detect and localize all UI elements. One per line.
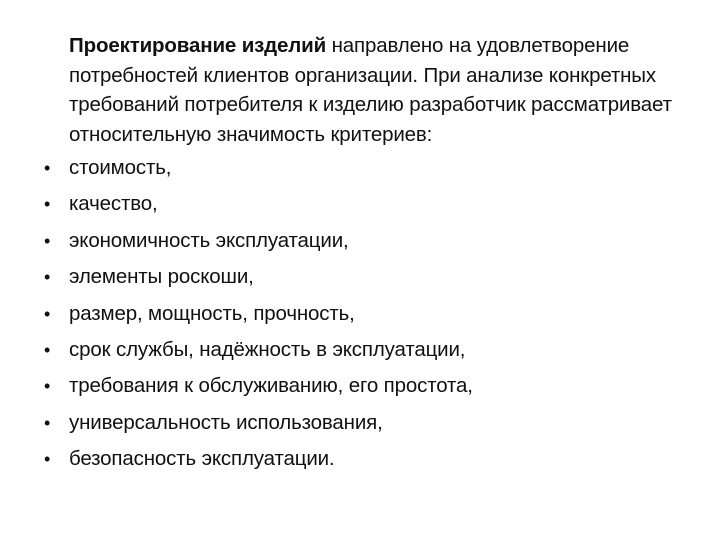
criteria-item-text: экономичность эксплуатации, xyxy=(69,228,349,252)
criteria-item-text: требования к обслуживанию, его простота, xyxy=(69,374,473,398)
criteria-item-text: срок службы, надёжность в эксплуатации, xyxy=(69,338,466,362)
criteria-item xyxy=(44,332,684,368)
intro-paragraph xyxy=(69,31,684,149)
bullet-icon: • xyxy=(44,267,51,288)
criteria-list xyxy=(44,150,684,478)
criteria-item xyxy=(44,259,684,295)
criteria-item xyxy=(44,368,684,404)
criteria-item-text: безопасность эксплуатации. xyxy=(69,447,335,471)
criteria-item xyxy=(44,405,684,441)
bullet-icon: • xyxy=(44,158,51,178)
criteria-item xyxy=(44,296,684,332)
criteria-item-text: стоимость, xyxy=(69,156,172,179)
criteria-item xyxy=(44,223,684,259)
bullet-icon: • xyxy=(44,412,51,433)
bullet-icon: • xyxy=(44,230,51,251)
intro-lead: Проектирование изделий xyxy=(69,34,327,57)
bullet-icon: • xyxy=(44,340,51,361)
bullet-icon: • xyxy=(44,194,51,215)
bullet-icon: • xyxy=(44,376,51,397)
criteria-item xyxy=(44,186,684,222)
criteria-item xyxy=(44,441,684,477)
bullet-icon: • xyxy=(44,303,51,324)
criteria-item xyxy=(44,150,684,186)
criteria-item-text: качество, xyxy=(69,192,158,216)
criteria-item-text: элементы роскоши, xyxy=(69,265,254,289)
bullet-icon: • xyxy=(44,449,51,470)
criteria-item-text: размер, мощность, прочность, xyxy=(69,301,355,325)
intro-text: направлено на удовлетворение потребностей клиентов организации. При анализе конкретных требований потребителя к изделию разработчик рассматривает относительную значимость критериев: xyxy=(69,34,672,146)
criteria-item-text: универсальность использования, xyxy=(69,410,383,434)
slide-content xyxy=(44,31,684,478)
